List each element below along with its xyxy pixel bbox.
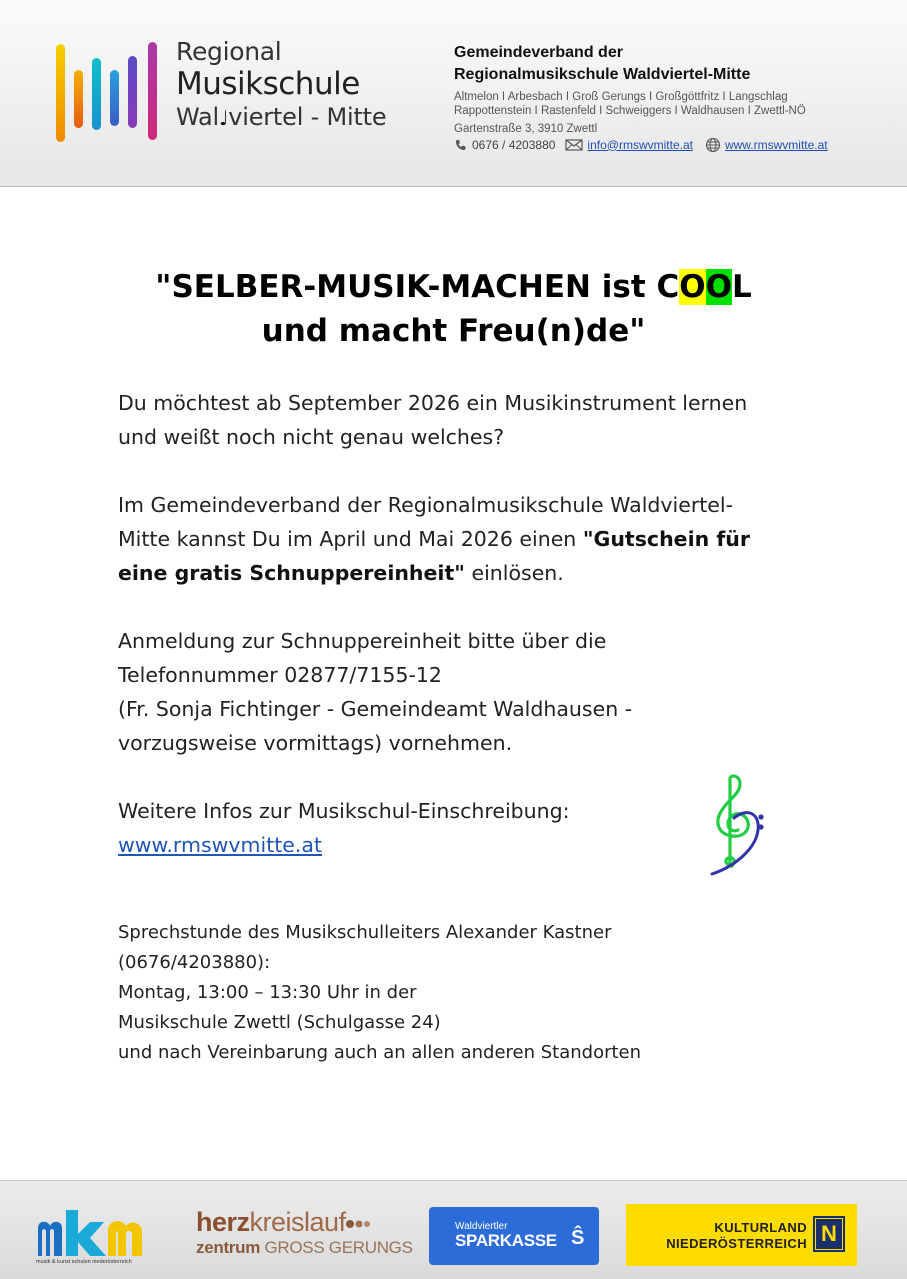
musikschule-logo-bars (54, 40, 166, 144)
noe-shield-icon: N (815, 1218, 843, 1250)
page-title (0, 265, 907, 353)
music-note-icon: ♩ (218, 106, 229, 130)
p4-line1: Weitere Infos zur Musikschul-Einschreibung: (118, 799, 570, 823)
p2-line3-text: einlösen. (464, 561, 564, 585)
title-line1-text: "SELBER-MUSIK-MACHEN ist C (155, 269, 680, 305)
mkn-caption: musik & kunst schulen niederösterreich (36, 1259, 132, 1265)
p2-line1: Im Gemeindeverband der Regionalmusikschule Waldviertel- (118, 493, 734, 517)
paragraph-voucher (118, 488, 838, 590)
voucher-emphasis-1: "Gutschein für (582, 527, 750, 551)
sparkasse-s-icon: Ŝ (571, 1227, 585, 1249)
sparkasse-big: SPARKASSE (455, 1231, 557, 1250)
p2-line2-text: Mitte kannst Du im April und Mai 2026 einen (118, 527, 583, 551)
org-contact-row (454, 137, 844, 153)
kulturland-line2: NIEDERÖSTERREICH (666, 1236, 807, 1251)
phone-icon (454, 139, 468, 151)
org-email-link[interactable]: info@rmswvmitte.at (587, 137, 693, 152)
mkn-logo (36, 1206, 152, 1262)
office-hours (118, 918, 838, 1068)
herz-line2 (196, 1237, 413, 1259)
title-highlight-yellow: O (679, 269, 706, 305)
kreislauf-word: kreislauf (249, 1207, 346, 1237)
globe-icon (705, 137, 721, 153)
letterhead-header (0, 0, 907, 187)
org-towns-line2: Rappottenstein I Rastenfeld I Schweiggers I Waldhausen I Zwettl-NÖ (454, 105, 806, 117)
org-name-line2: Regionalmusikschule Waldviertel-Mitte (454, 66, 751, 83)
paragraph-registration (118, 624, 838, 760)
p1-line2: und weißt noch nicht genau welches? (118, 425, 505, 449)
org-towns-line1: Altmelon I Arbesbach I Groß Gerungs I Großgöttfritz I Langschlag (454, 91, 788, 103)
herz-word: herz (196, 1207, 250, 1237)
sparkasse-small: Waldviertler (455, 1221, 508, 1232)
title-line2: und macht Freu(n)de" (261, 313, 646, 349)
p3-line1: Anmeldung zur Schnuppereinheit bitte über die (118, 629, 607, 653)
office-line2: (0676/4203880): (118, 952, 271, 973)
herz-dots-icon (346, 1218, 372, 1230)
zentrum-word: zentrum (196, 1238, 261, 1257)
herzkreislaufzentrum-logo (196, 1207, 413, 1259)
logo-line-regional: Regional (176, 37, 282, 66)
title-highlight-green: O (705, 269, 732, 305)
title-line1 (0, 265, 907, 309)
p3-line2: Telefonnummer 02877/7155-12 (118, 663, 442, 687)
logo-line-musikschule: Musikschule (176, 66, 360, 102)
logo-line3-start: Wal (176, 103, 219, 131)
musikschule-logo-wordmark (176, 38, 386, 133)
kulturland-line1: KULTURLAND (714, 1220, 807, 1235)
org-phone: 0676 / 4203880 (472, 137, 556, 152)
org-website-link[interactable]: www.rmswvmitte.at (724, 137, 828, 152)
sparkasse-logo (429, 1207, 599, 1265)
office-line4: Musikschule Zwettl (Schulgasse 24) (118, 1012, 441, 1033)
org-name-line1: Gemeindeverband der (454, 44, 623, 61)
voucher-emphasis-2: eine gratis Schnuppereinheit" (118, 561, 465, 585)
p3-line3: (Fr. Sonja Fichtinger - Gemeindeamt Waldhausen - (118, 697, 633, 721)
office-line5: und nach Vereinbarung auch an allen anderen Standorten (118, 1042, 642, 1063)
office-line1: Sprechstunde des Musikschulleiters Alexander Kastner (118, 922, 612, 943)
p1-line1: Du möchtest ab September 2026 ein Musikinstrument lernen (118, 391, 748, 415)
org-address: Gartenstraße 3, 3910 Zwettl (454, 123, 598, 135)
p3-line4: vorzugsweise vormittags) vornehmen. (118, 731, 513, 755)
gross-gerungs-word: GROSS GERUNGS (260, 1238, 413, 1257)
mail-icon (565, 139, 583, 151)
title-line1-end: L (731, 269, 752, 305)
website-link[interactable]: www.rmswvmitte.at (118, 833, 323, 857)
paragraph-intro (118, 386, 838, 454)
logo-line-waldviertel (176, 102, 386, 133)
logo-line3-end: viertel - Mitte (228, 103, 387, 131)
herz-line1 (196, 1207, 413, 1237)
kulturland-logo (626, 1204, 857, 1266)
org-towns (454, 90, 844, 118)
treble-bass-clef-icon (700, 772, 770, 878)
organization-info (454, 42, 844, 153)
office-line3: Montag, 13:00 – 13:30 Uhr in der (118, 982, 417, 1003)
